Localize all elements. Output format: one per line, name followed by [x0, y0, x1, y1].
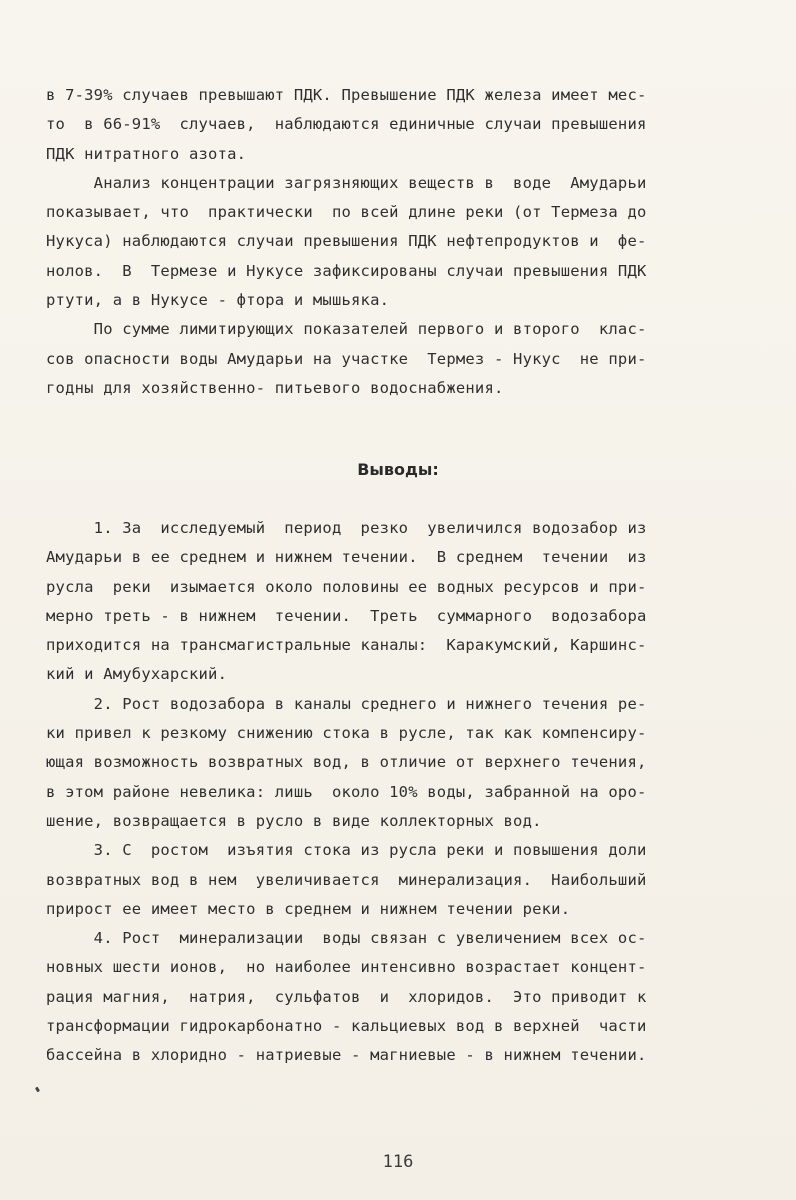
intro-text-block: [46, 81, 778, 403]
text-line: Анализ концентрации загрязняющих веществ в воде Амударьи: [46, 173, 647, 192]
text-line: русла реки изымается около половины ее водных ресурсов и при-: [46, 577, 647, 596]
page-number: 116: [382, 1152, 414, 1172]
conclusion-item-1: [46, 514, 778, 690]
conclusions-text-block: [46, 514, 778, 1071]
text-line: новных шести ионов, но наиболее интенсивно возрастает концент-: [46, 958, 647, 977]
text-line: Нукуса) наблюдаются случаи превышения ПДК нефтепродуктов и фе-: [46, 232, 647, 251]
intro-paragraph-1: [46, 81, 778, 169]
text-line: 2. Рост водозабора в каналы среднего и нижнего течения ре-: [46, 694, 647, 713]
text-line: прирост ее имеет место в среднем и нижнем течении реки.: [46, 899, 571, 918]
text-line: бассейна в хлоридно - натриевые - магниевые - в нижнем течении.: [46, 1046, 647, 1065]
text-line: в 7-39% случаев превышают ПДК. Превышение ПДК железа имеет мес-: [46, 86, 647, 104]
text-line: нолов. В Термезе и Нукусе зафиксированы случаи превышения ПДК: [46, 261, 647, 280]
text-line: сов опасности воды Амударьи на участке Термез - Нукус не при-: [46, 349, 647, 368]
intro-paragraph-2: [46, 169, 778, 315]
section-heading: Выводы:: [357, 460, 439, 479]
text-line: 4. Рост минерализации воды связан с увеличением всех ос-: [46, 929, 647, 948]
text-line: показывает, что практически по всей длине реки (от Термеза до: [46, 203, 647, 222]
text-line: По сумме лимитирующих показателей первого и второго клас-: [46, 320, 647, 339]
conclusion-item-4: [46, 924, 778, 1070]
ink-speck: [35, 1087, 40, 1093]
text-line: ПДК нитратного азота.: [46, 144, 247, 163]
text-line: ртути, а в Нукусе - фтора и мышьяка.: [46, 291, 390, 310]
text-line: то в 66-91% случаев, наблюдаются единичные случаи превышения: [46, 115, 647, 134]
text-line: приходится на трансмагистральные каналы: Каракумский, Каршинс-: [46, 636, 647, 655]
text-line: ющая возможность возвратных вод, в отличие от верхнего течения,: [46, 753, 647, 772]
text-line: в этом районе невелика: лишь около 10% воды, забранной на оро-: [46, 782, 647, 801]
text-line: годны для хозяйственно- питьевого водоснабжения.: [46, 378, 504, 397]
text-line: мерно треть - в нижнем течении. Треть суммарного водозабора: [46, 606, 647, 625]
text-line: 1. За исследуемый период резко увеличился водозабор из: [46, 519, 647, 537]
text-line: возвратных вод в нем увеличивается минерализация. Наибольший: [46, 870, 647, 889]
text-line: Амударьи в ее среднем и нижнем течении. В среднем течении из: [46, 548, 647, 567]
text-line: шение, возвращается в русло в виде коллекторных вод.: [46, 811, 542, 830]
intro-paragraph-3: [46, 315, 778, 403]
text-line: рация магния, натрия, сульфатов и хлоридов. Это приводит к: [46, 987, 647, 1006]
text-line: кий и Амубухарский.: [46, 665, 228, 684]
text-line: ки привел к резкому снижению стока в русле, так как компенсиру-: [46, 724, 647, 743]
text-line: 3. С ростом изъятия стока из русла реки и повышения доли: [46, 841, 647, 860]
text-line: трансформации гидрокарбонатно - кальциевых вод в верхней части: [46, 1017, 647, 1036]
conclusion-item-3: [46, 836, 778, 924]
conclusion-item-2: [46, 690, 778, 836]
